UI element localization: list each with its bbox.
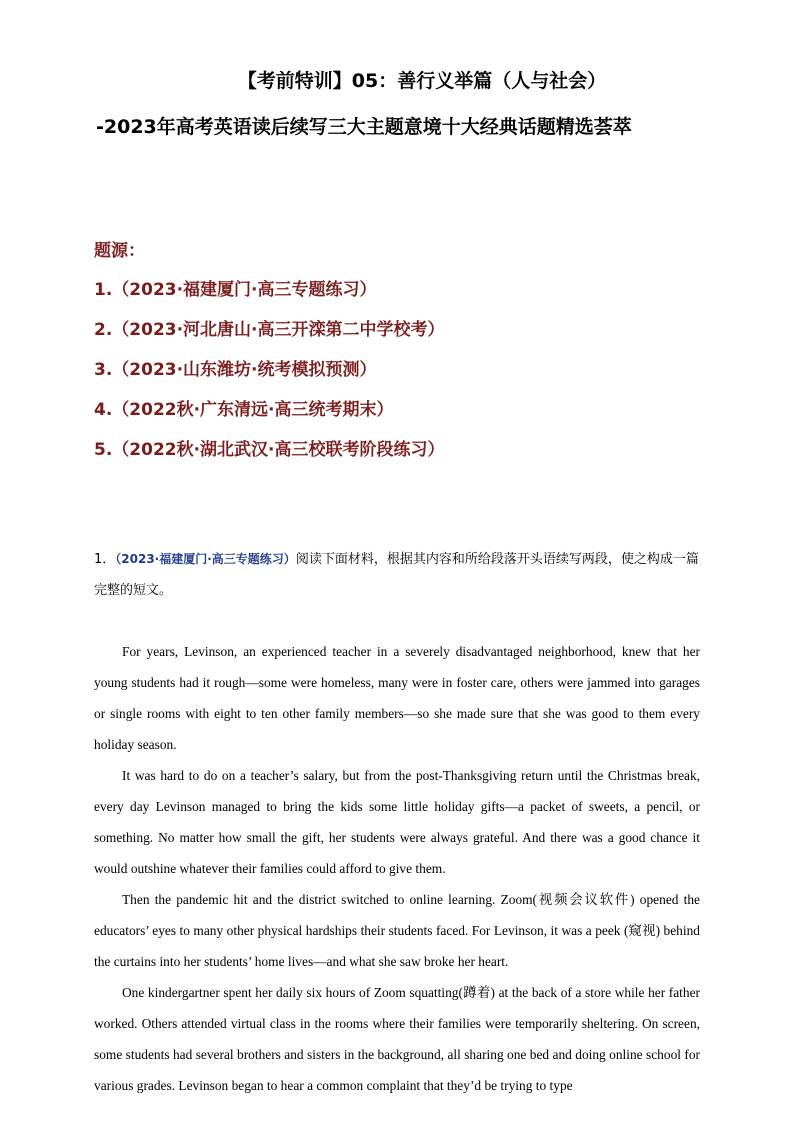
passage-paragraph: For years, Levinson, an experienced teacher in a severely disadvantaged neighborhood, knew that her young students had it rough—some were homeless, many were in foster care, others were jammed into garages or single rooms with eight to ten other family members—so she made sure that she was good to them every holiday season. [94,644,700,752]
sources-list [94,278,445,478]
sources-heading: 题源： [94,241,145,261]
question-instruction-text: 阅读下面材料，根据其内容和所给段落开头语续写两段，使之构成一篇完整的短文。 [94,552,699,598]
source-item: 1.（2023·福建厦门·高三专题练习） [94,280,377,300]
source-item: 3.（2023·山东潍坊·统考模拟预测） [94,360,377,380]
passage-paragraph: One kindergartner spent her daily six hours of Zoom squatting(蹲着) at the back of a store while her father worked. Others attended virtual class in the rooms where their families were temporarily sheltering. On screen, some students had several brothers and sisters in the background, all sharing one bed and doing online school for various grades. Levinson began to hear a common complaint that they’d be trying to type [94,985,700,1093]
document-title: 【考前特训】05：善行义举篇（人与社会） [237,70,607,92]
source-item: 2.（2023·河北唐山·高三开滦第二中学校考） [94,320,445,340]
question-number: 1． [94,552,116,567]
question-source-tag: （2023·福建厦门·高三专题练习） [115,552,296,566]
passage-paragraph: Then the pandemic hit and the district switched to online learning. Zoom(视频会议软件) opened the educators’ eyes to many other physical hardships their students faced. For Levinson, it was a peek (窥视) behind the curtains into her students’ home lives—and what she saw broke her heart. [94,892,700,969]
source-item: 4.（2022秋·广东清远·高三统考期末） [94,400,394,420]
document-subtitle: -2023年高考英语读后续写三大主题意境十大经典话题精选荟萃 [96,116,632,138]
question-instruction [94,544,700,606]
source-item: 5.（2022秋·湖北武汉·高三校联考阶段练习） [94,440,445,460]
passage [94,636,700,1101]
passage-paragraph: It was hard to do on a teacher’s salary, but from the post-Thanksgiving return until the Christmas break, every day Levinson managed to bring the kids some little holiday gifts—a packet of sweets, a pencil, or something. No matter how small the gift, her students were always grateful. And there was a good chance it would outshine whatever their families could afford to give them. [94,768,700,876]
